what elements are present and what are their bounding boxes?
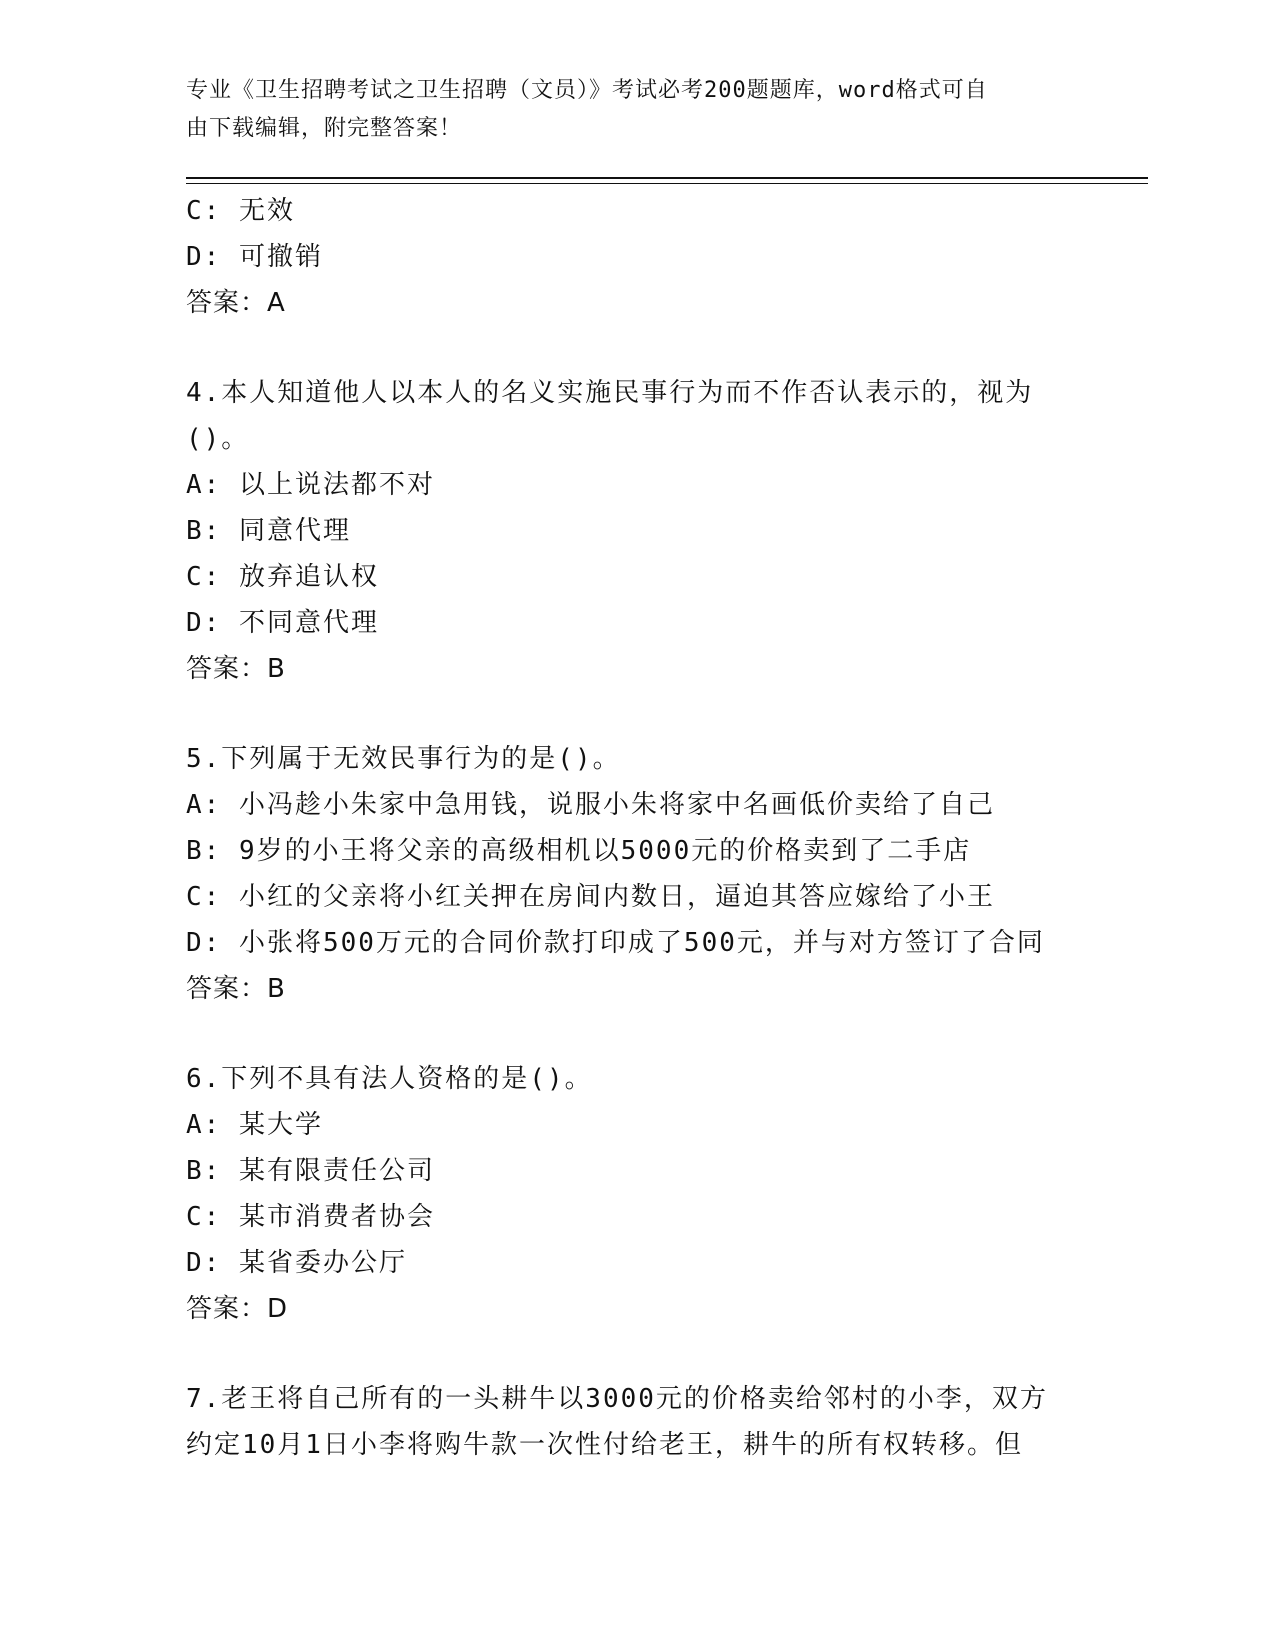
answer-line: 答案：B	[186, 974, 286, 1004]
question-stem-continued: ()。	[186, 424, 250, 454]
header-divider-thin	[186, 183, 1148, 184]
option-c: C: 某市消费者协会	[186, 1202, 435, 1232]
question-stem-continued: 约定10月1日小李将购牛款一次性付给老王，耕牛的所有权转移。但	[186, 1430, 1023, 1460]
option-d: D: 不同意代理	[186, 608, 379, 638]
option-d: D: 小张将500万元的合同价款打印成了500元，并与对方签订了合同	[186, 928, 1045, 958]
option-d: D: 可撤销	[186, 242, 323, 272]
option-a: A: 以上说法都不对	[186, 470, 435, 500]
question-stem: 7.老王将自己所有的一头耕牛以3000元的价格卖给邻村的小李，双方	[186, 1384, 1048, 1414]
option-a: A: 某大学	[186, 1110, 323, 1140]
option-b: B: 某有限责任公司	[186, 1156, 435, 1186]
question-stem: 6.下列不具有法人资格的是()。	[186, 1064, 593, 1094]
option-c: C: 放弃追认权	[186, 562, 379, 592]
header-line-2: 由下载编辑，附完整答案！	[186, 116, 463, 141]
option-c: C: 小红的父亲将小红关押在房间内数日，逼迫其答应嫁给了小王	[186, 882, 995, 912]
header-line-1: 专业《卫生招聘考试之卫生招聘（文员）》考试必考200题题库，word格式可自	[186, 78, 988, 103]
answer-line: 答案：A	[186, 288, 286, 318]
question-stem: 5.下列属于无效民事行为的是()。	[186, 744, 621, 774]
answer-line: 答案：B	[186, 654, 286, 684]
question-5	[186, 736, 1116, 1012]
option-b: B: 同意代理	[186, 516, 351, 546]
document-header	[186, 72, 1086, 148]
question-7	[186, 1376, 1116, 1468]
header-divider-thick	[186, 177, 1148, 179]
question-6	[186, 1056, 1116, 1332]
question-3-continuation	[186, 188, 1116, 326]
question-4	[186, 370, 1116, 692]
answer-line: 答案：D	[186, 1294, 289, 1324]
option-d: D: 某省委办公厅	[186, 1248, 407, 1278]
question-stem: 4.本人知道他人以本人的名义实施民事行为而不作否认表示的，视为	[186, 378, 1034, 408]
option-a: A: 小冯趁小朱家中急用钱，说服小朱将家中名画低价卖给了自己	[186, 790, 995, 820]
option-b: B: 9岁的小王将父亲的高级相机以5000元的价格卖到了二手店	[186, 836, 972, 866]
option-c: C: 无效	[186, 196, 295, 226]
document-body	[186, 188, 1116, 1468]
